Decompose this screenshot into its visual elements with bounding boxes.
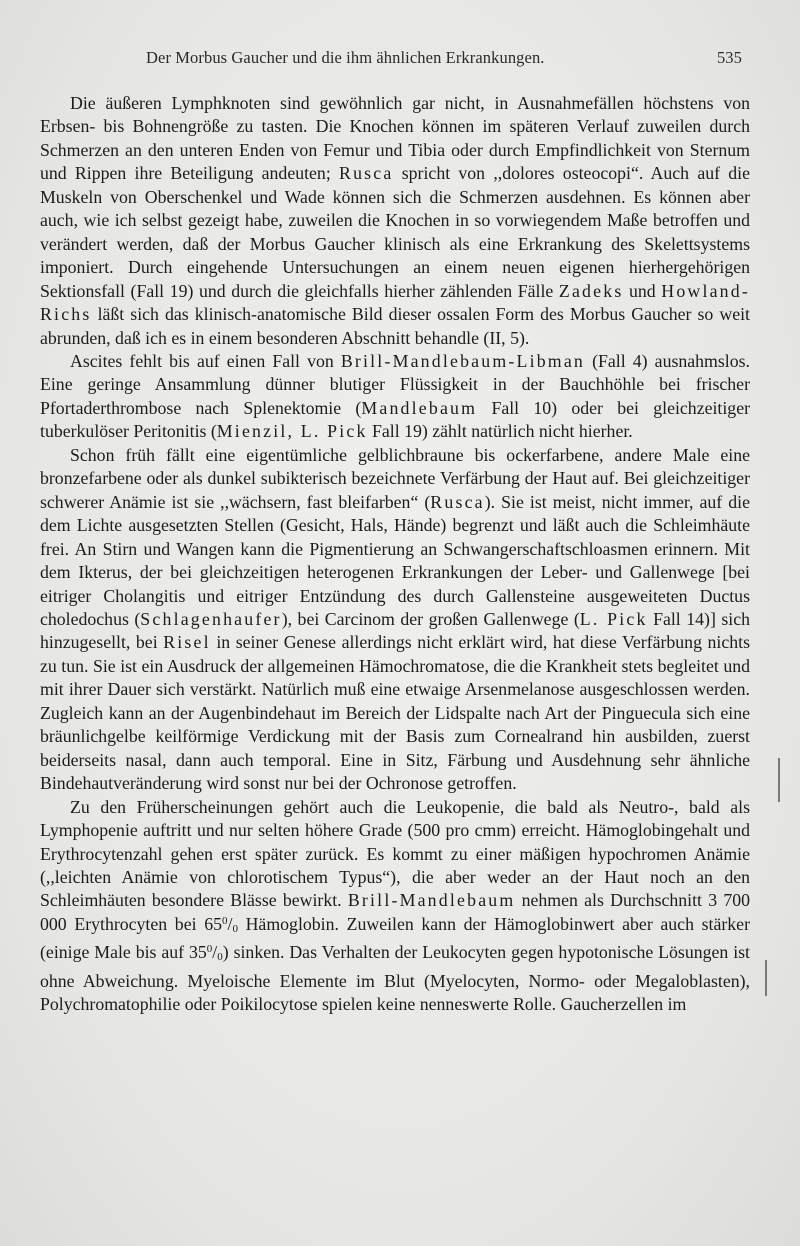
text-run: ). Sie ist meist, nicht immer, auf die dem Lichte ausgesetzten Stellen (Gesicht, Hals, Hände) begrenzt und läßt auch die Schleimhäute frei. An Stirn und Wangen kann die Pigmentierung an Schwangerschaftschloasmen erinnern. Mit dem Ikterus, der bei gleichzeitigen heterogenen Erkrankungen der Leber- und Gallenwege [bei eitriger Cholangitis und eitriger Entzündung des durch Gallensteine ausgeweiteten Ductus choledochus ( <box>40 491 750 629</box>
author-name: Brill-Mandlebaum <box>347 890 516 911</box>
text-run: Fall 14)] sich hinzugesellt, bei <box>40 608 751 653</box>
author-name: Mienzil, L. Pick <box>216 421 368 442</box>
author-name: Howland-Richs <box>40 280 750 325</box>
text-run: Die äußeren Lymphknoten sind gewöhnlich gar nicht, in Ausnahmefällen höchstens von Erbsen- bis Bohnengröße zu tasten. Die Knochen können im späteren Verlauf zuweilen durch Schmerzen an den unteren Enden von Femur und Tibia oder durch Empfindlichkeit von Sternum und Rippen ihre Beteiligung andeuten; <box>40 93 750 184</box>
text-run: Hämoglobin. Zuweilen kann der Hämoglobinwert aber auch stärker (einige Male bis auf 35 <box>40 913 750 963</box>
text-run: / <box>227 913 233 934</box>
text-run: ), bei Carcinom der großen Gallenwege ( <box>281 608 580 629</box>
text-run: ) sinken. Das Verhalten der Leukocyten gegen hypotonische Lösungen ist ohne Abweichung. Myeloische Elemente im Blut (Myelocyten, Normo- oder Megaloblasten), Polychromatophilie oder Poikilocytose spielen keine nenneswerte Rolle. Gaucherzellen im <box>40 942 750 1015</box>
author-name: Risel <box>163 632 211 653</box>
author-name: L. Pick <box>579 608 648 629</box>
body-text <box>40 92 750 1017</box>
text-run: Fall 19) zählt natürlich nicht hierher. <box>367 421 633 442</box>
page-number: 535 <box>716 48 742 67</box>
text-run: / <box>212 942 218 963</box>
margin-mark <box>765 960 767 996</box>
text-run: in seiner Genese allerdings nicht erklärt wird, hat diese Verfärbung nichts zu tun. Sie ist ein Ausdruck der allgemeinen Hämochromatose, die die Krankheit stets begleitet und mit ihrer Dauer sich verstärkt. Natürlich muß eine etwaige Arsenmelanose ausgeschlossen werden. Zugleich kann an der Augenbindehaut im Bereich der Lidspalte nach Art der Pinguecula sich eine bräunlichgelbe keilförmige Verdickung mit der Basis zum Cornealrand hin ausbilden, zuerst beiderseits nasal, dann auch temporal. Eine in Sitz, Färbung und Ausdehnung sehr ähnliche Bindehautveränderung wird sonst nur bei der Ochronose getroffen. <box>40 632 750 794</box>
text-run: Fall 10) oder bei gleichzeitiger tuberkulöser Peritonitis ( <box>40 397 751 442</box>
subscript: 0 <box>217 951 223 964</box>
text-run: (Fall 4) ausnahmslos. Eine geringe Ansammlung dünner blutiger Flüssigkeit in der Bauchhöhle bei frischer Pfortaderthrombose nach Splenektomie ( <box>40 350 750 418</box>
author-name: Schlagenhaufer <box>140 608 282 629</box>
text-run: nehmen als Durchschnitt 3 700 000 Erythrocyten bei 65 <box>40 890 750 934</box>
running-title: Der Morbus Gaucher und die ihm ähnlichen Erkrankungen. <box>146 48 545 67</box>
paragraph <box>40 796 750 1017</box>
superscript: 0 <box>221 914 228 927</box>
author-name: Zadeks <box>558 280 624 301</box>
subscript: 0 <box>232 922 238 935</box>
author-name: Mandlebaum <box>361 397 478 418</box>
text-run: Ascites fehlt bis auf einen Fall von <box>70 350 341 371</box>
author-name: Rusca <box>339 163 394 184</box>
superscript: 0 <box>206 943 213 956</box>
text-run: Zu den Früherscheinungen gehört auch die Leukopenie, die bald als Neutro-, bald als Lymphopenie auftritt und nur selten höhere Grade (500 pro cmm) erreicht. Hämoglobingehalt und Erythrocytenzahl gehen erst später zurück. Es kommt zu einer mäßigen hypochromen Anämie (,,leichten Anämie von chlorotischem Typus“), die aber weder an der Haut noch an den Schleimhäuten besondere Blässe bewirkt. <box>40 796 750 911</box>
paragraph <box>40 350 750 444</box>
running-head <box>146 48 742 68</box>
text-run: und <box>623 280 662 301</box>
author-name: Brill-Mandlebaum-Libman <box>340 350 586 371</box>
paragraph <box>40 444 750 796</box>
author-name: Rusca <box>430 491 485 512</box>
text-run: Schon früh fällt eine eigentümliche gelblichbraune bis ockerfarbene, andere Male eine bronzefarbene oder als dunkel subikterisch bezeichnete Verfärbung der Haut auf. Bei gleichzeitiger schwerer Anämie ist sie ,,wächsern, fast bleifarben“ ( <box>40 444 750 512</box>
paragraph <box>40 92 750 350</box>
text-run: läßt sich das klinisch-anatomische Bild dieser ossalen Form des Morbus Gaucher so weit abrunden, daß ich es in einem besonderen Abschnitt behandle (II, 5). <box>40 304 750 348</box>
margin-mark <box>778 758 780 802</box>
text-run: spricht von ,,dolores osteocopi“. Auch auf die Muskeln von Oberschenkel und Wade können sich die Schmerzen ausdehnen. Es können aber auch, wie ich selbst gezeigt habe, zuweilen die Knochen in so vorwiegendem Maße betroffen und verändert werden, daß der Morbus Gaucher klinisch als eine Erkrankung des Skelettsystems imponiert. Durch eingehende Untersuchungen an einem neuen eigenen hierhergehörigen Sektionsfall (Fall 19) und durch die gleichfalls hierher zählenden Fälle <box>40 163 750 301</box>
